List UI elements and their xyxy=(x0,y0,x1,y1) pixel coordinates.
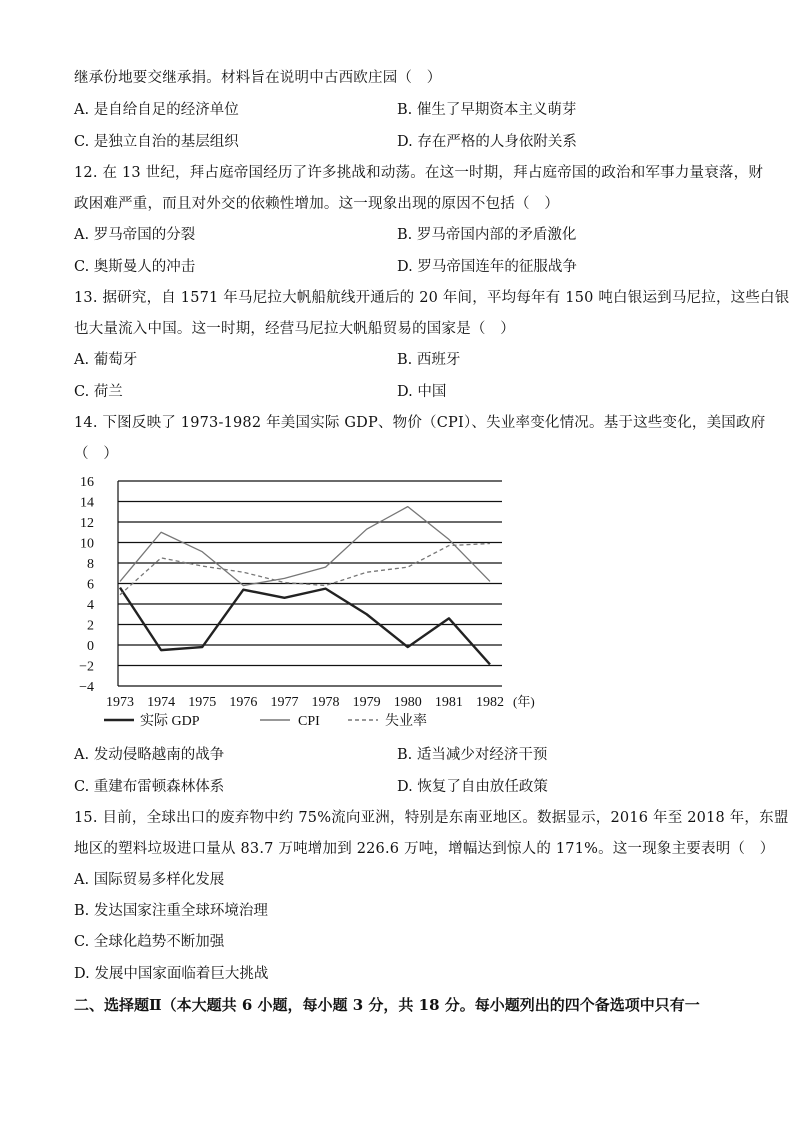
legend-label-2: 失业率 xyxy=(385,714,427,729)
x-tick-label: 1978 xyxy=(311,695,340,710)
q15-stem-line1: 15. 目前，全球出口的废弃物中约 75%流向亚洲，特别是东南亚地区。数据显示，2016 年至 2018 年，东盟 xyxy=(74,810,789,826)
y-tick-label: 16 xyxy=(80,475,94,490)
q14-stem-line2: （ ） xyxy=(74,446,119,462)
q13-option-d[interactable]: D. 中国 xyxy=(397,384,447,400)
q12-option-d[interactable]: D. 罗马帝国连年的征服战争 xyxy=(397,259,577,275)
q15-option-d[interactable]: D. 发展中国家面临着巨大挑战 xyxy=(74,966,269,982)
y-tick-label: 6 xyxy=(87,577,94,593)
x-tick-label: 1979 xyxy=(352,695,381,710)
q11-option-d[interactable]: D. 存在严格的人身依附关系 xyxy=(397,134,577,150)
y-tick-label: −2 xyxy=(79,659,94,675)
x-axis-unit: (年) xyxy=(513,694,535,709)
q14-option-c[interactable]: C. 重建布雷顿森林体系 xyxy=(74,779,225,795)
q14-stem-line1: 14. 下图反映了 1973-1982 年美国实际 GDP、物价（CPI）、失业率变化情况。基于这些变化，美国政府 xyxy=(74,415,766,431)
y-tick-label: 8 xyxy=(87,557,94,572)
q12-stem-line1: 12. 在 13 世纪，拜占庭帝国经历了许多挑战和动荡。在这一时期，拜占庭帝国的政治和军事力量衰落，财 xyxy=(74,165,764,181)
chart-series xyxy=(120,507,490,665)
q15-option-b[interactable]: B. 发达国家注重全球环境治理 xyxy=(74,903,268,919)
y-tick-label: 12 xyxy=(80,516,94,531)
q11-stem-tail: 继承份地要交继承捐。材料旨在说明中古西欧庄园（ ） xyxy=(74,70,442,86)
legend-label-1: CPI xyxy=(298,714,320,729)
series-line-1 xyxy=(120,507,490,586)
q13-option-c[interactable]: C. 荷兰 xyxy=(74,384,123,400)
y-tick-label: 2 xyxy=(87,618,94,634)
series-line-2 xyxy=(120,544,490,595)
q14-option-b[interactable]: B. 适当减少对经济干预 xyxy=(397,747,548,763)
x-tick-label: 1981 xyxy=(434,695,463,710)
q12-option-b[interactable]: B. 罗马帝国内部的矛盾激化 xyxy=(397,227,577,243)
q15-option-c[interactable]: C. 全球化趋势不断加强 xyxy=(74,934,225,950)
series-line-0 xyxy=(120,588,490,665)
chart-grid xyxy=(118,481,502,686)
y-tick-label: 10 xyxy=(80,536,94,552)
legend-label-0: 实际 GDP xyxy=(140,714,200,729)
chart-y-ticks xyxy=(79,475,94,695)
q14-option-a[interactable]: A. 发动侵略越南的战争 xyxy=(74,747,225,763)
q13-option-a[interactable]: A. 葡萄牙 xyxy=(74,352,138,368)
y-tick-label: 4 xyxy=(87,598,94,613)
x-tick-label: 1974 xyxy=(147,695,176,710)
y-tick-label: 0 xyxy=(87,639,94,654)
x-tick-label: 1982 xyxy=(476,695,504,710)
q15-option-a[interactable]: A. 国际贸易多样化发展 xyxy=(74,872,225,888)
x-tick-label: 1980 xyxy=(393,695,422,710)
x-tick-label: 1975 xyxy=(188,695,217,710)
y-tick-label: 14 xyxy=(80,495,94,511)
x-tick-label: 1977 xyxy=(270,695,299,710)
y-tick-label: −4 xyxy=(79,680,94,695)
x-tick-label: 1973 xyxy=(106,695,134,710)
chart-x-ticks xyxy=(106,694,535,710)
q12-option-c[interactable]: C. 奥斯曼人的冲击 xyxy=(74,259,196,275)
q13-stem-line2: 也大量流入中国。这一时期，经营马尼拉大帆船贸易的国家是（ ） xyxy=(74,321,515,337)
q11-option-a[interactable]: A. 是自给自足的经济单位 xyxy=(74,102,239,118)
section-two-heading: 二、选择题Ⅱ（本大题共 6 小题，每小题 3 分，共 18 分。每小题列出的四个备选项中只有一 xyxy=(74,996,700,1014)
q11-option-c[interactable]: C. 是独立自治的基层组织 xyxy=(74,134,239,150)
chart-legend xyxy=(104,713,427,729)
q15-stem-line2: 地区的塑料垃圾进口量从 83.7 万吨增加到 226.6 万吨，增幅达到惊人的 171%。这一现象主要表明（ ） xyxy=(74,841,775,857)
q14-option-d[interactable]: D. 恢复了自由放任政策 xyxy=(397,779,548,795)
q13-stem-line1: 13. 据研究，自 1571 年马尼拉大帆船航线开通后的 20 年间，平均每年有 150 吨白银运到马尼拉，这些白银 xyxy=(74,290,790,306)
q14-line-chart xyxy=(70,470,550,738)
q11-option-b[interactable]: B. 催生了早期资本主义萌芽 xyxy=(397,102,577,118)
x-tick-label: 1976 xyxy=(229,695,258,710)
q13-option-b[interactable]: B. 西班牙 xyxy=(397,352,461,368)
q12-stem-line2: 政困难严重，而且对外交的依赖性增加。这一现象出现的原因不包括（ ） xyxy=(74,196,560,212)
q12-option-a[interactable]: A. 罗马帝国的分裂 xyxy=(74,227,196,243)
